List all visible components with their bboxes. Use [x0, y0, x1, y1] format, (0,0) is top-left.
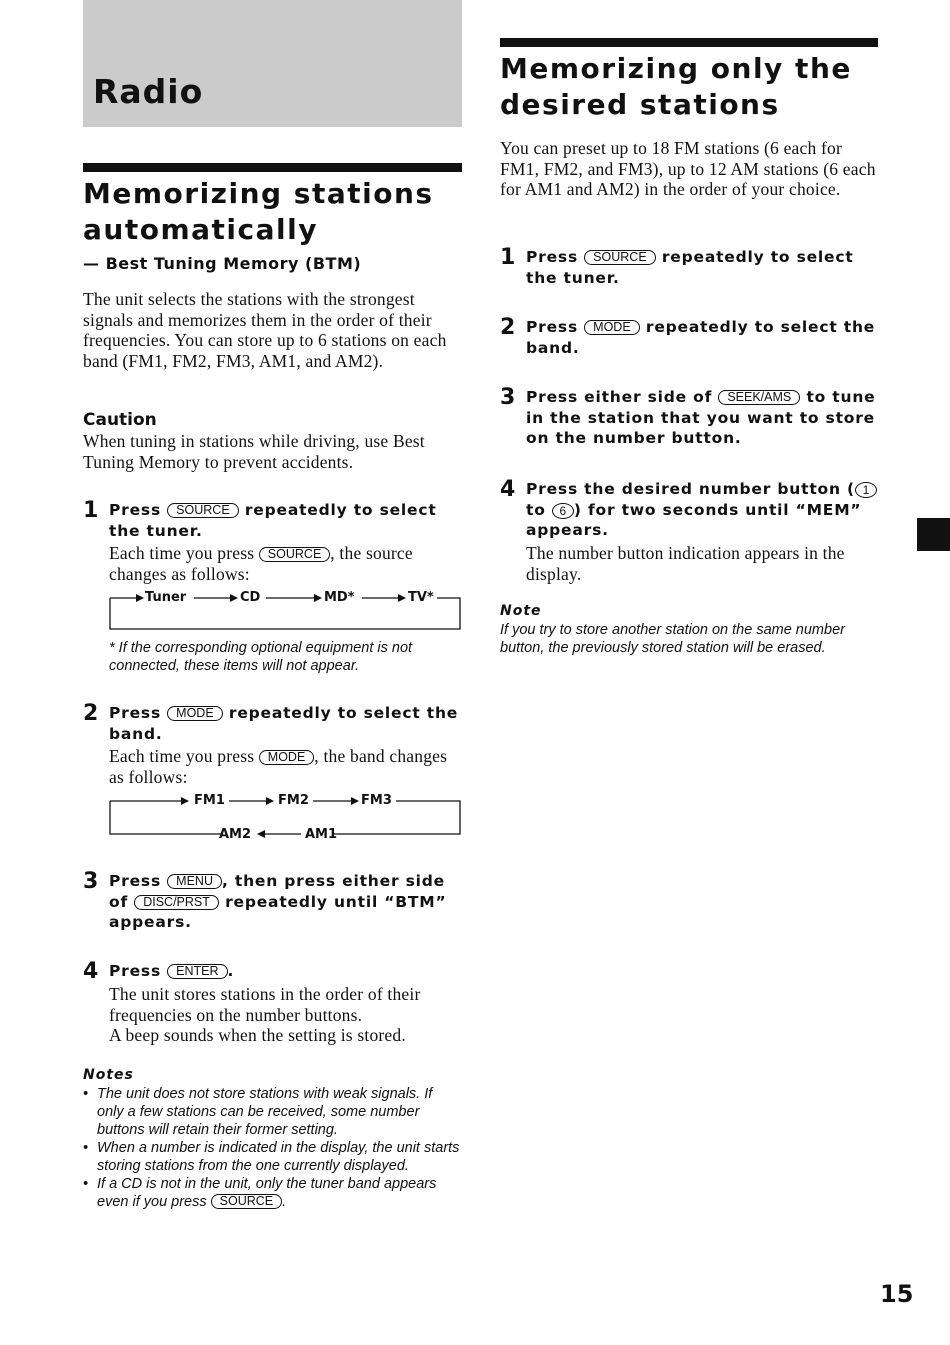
- step-text: .: [227, 962, 235, 980]
- step-body: [109, 984, 462, 1046]
- note-title: Note: [500, 603, 542, 619]
- body-text: , the source changes as follows:: [109, 543, 413, 584]
- number-button-6: 6: [552, 503, 574, 519]
- step-text: Press: [109, 704, 161, 722]
- source-button: SOURCE: [167, 503, 238, 518]
- section-tab-marker: [917, 518, 950, 551]
- section-heading-btm: Memorizing stations automatically: [83, 177, 434, 246]
- band-item-am2: AM2: [219, 827, 252, 842]
- step-text: repeatedly to select the tuner.: [526, 248, 854, 287]
- note-item: • If a CD is not in the unit, only the tuner band appears even if you press SOURCE .: [83, 1176, 437, 1210]
- band-item-fm3: FM3: [361, 793, 392, 808]
- mode-button: MODE: [584, 320, 640, 335]
- intro-paragraph: You can preset up to 18 FM stations (6 each for FM1, FM2, and FM3), up to 12 AM stations (6 each for AM1 and AM2) in the order of your choice.: [500, 138, 876, 199]
- intro-paragraph: The unit selects the stations with the strongest signals and memorizes them in the order of their frequencies. You can store up to 6 stations on each band (FM1, FM2, FM3, AM1, and AM2).: [83, 289, 447, 371]
- footnote: * If the corresponding optional equipment is not connected, these items will not appear.: [109, 640, 413, 674]
- step-number: 4: [500, 477, 516, 502]
- note-item: [83, 1139, 462, 1175]
- notes-title: Notes: [83, 1067, 134, 1083]
- step-number: 4: [83, 959, 99, 984]
- step-text: repeatedly to select the band.: [109, 704, 459, 743]
- step-instruction: [526, 317, 878, 358]
- step-instruction: [109, 500, 462, 541]
- step-number: 1: [500, 245, 516, 270]
- step-number: 2: [500, 315, 516, 340]
- flow-item-md: MD*: [324, 590, 355, 605]
- number-button-1: 1: [855, 482, 877, 498]
- step-text: to tune in the station that you want to store on the number button.: [526, 388, 876, 447]
- body-text: Each time you press: [109, 746, 255, 766]
- notes-list: [83, 1085, 462, 1211]
- step-text: Press: [109, 962, 161, 980]
- step-number: 3: [83, 869, 99, 894]
- step-text: ) for two seconds until “MEM” appears.: [526, 500, 862, 539]
- step-instruction: [109, 871, 462, 933]
- step-text: repeatedly until “BTM” appears.: [109, 892, 447, 931]
- section-heading-desired: Memorizing only the desired stations: [500, 52, 852, 121]
- note-text: The unit does not store stations with weak signals. If only a few stations can be received, some number buttons will retain their former setting.: [97, 1086, 433, 1138]
- bullet: •: [83, 1176, 89, 1192]
- note-text: When a number is indicated in the display, the unit starts storing stations from the one currently displayed.: [97, 1140, 460, 1174]
- bullet: •: [83, 1086, 89, 1102]
- flow-item-tv: TV*: [408, 590, 434, 605]
- enter-button: ENTER: [167, 964, 227, 979]
- bullet: •: [83, 1140, 89, 1156]
- note-text: If a CD is not in the unit, only the tuner band appears even if you press: [97, 1176, 437, 1210]
- step-number: 3: [500, 385, 516, 410]
- step-body: [109, 543, 462, 584]
- band-item-fm2: FM2: [278, 793, 309, 808]
- band-item-am1: AM1: [305, 827, 338, 842]
- step-instruction: [526, 479, 878, 541]
- step-text: Press: [109, 872, 161, 890]
- body-text: , the band changes as follows:: [109, 746, 448, 787]
- body-text: The unit stores stations in the order of their frequencies on the number buttons.: [109, 984, 421, 1025]
- page-number: 15: [880, 1280, 914, 1308]
- step-text: Press: [109, 501, 161, 519]
- source-flow-diagram: [109, 588, 462, 630]
- section-subheading: — Best Tuning Memory (BTM): [83, 254, 362, 273]
- mode-button: MODE: [167, 706, 223, 721]
- flow-item-tuner: Tuner: [145, 590, 187, 605]
- body-text: A beep sounds when the setting is stored.: [109, 1025, 406, 1045]
- step-instruction: [526, 247, 878, 288]
- band-item-fm1: FM1: [194, 793, 225, 808]
- mode-button: MODE: [259, 750, 315, 765]
- page-title: Radio: [93, 72, 204, 111]
- step-instruction: [526, 387, 878, 449]
- step-text: repeatedly to select the tuner.: [109, 501, 437, 540]
- section-header-box: [83, 0, 462, 127]
- step-text: to: [526, 500, 546, 519]
- step-text: Press: [526, 318, 578, 336]
- flow-item-cd: CD: [240, 590, 261, 605]
- body-text: Each time you press: [109, 543, 255, 563]
- step-body: The number button indication appears in the display.: [526, 543, 845, 584]
- source-button: SOURCE: [211, 1194, 282, 1209]
- band-flow-diagram: [109, 792, 462, 846]
- step-text: Press: [526, 248, 578, 266]
- step-instruction: [109, 703, 462, 744]
- step-number: 2: [83, 701, 99, 726]
- caution-title: Caution: [83, 410, 157, 430]
- section-rule: [83, 163, 462, 172]
- section-rule: [500, 38, 878, 47]
- seek-ams-button: SEEK/AMS: [718, 390, 800, 405]
- step-instruction: [109, 961, 462, 982]
- menu-button: MENU: [167, 874, 222, 889]
- note-text: If you try to store another station on the same number button, the previously stored station will be erased.: [500, 622, 845, 656]
- source-button: SOURCE: [584, 250, 655, 265]
- step-text: , then press either side of: [109, 872, 445, 911]
- caution-text: When tuning in stations while driving, use Best Tuning Memory to prevent accidents.: [83, 431, 425, 472]
- step-text: Press either side of: [526, 388, 713, 406]
- note-item: [83, 1085, 462, 1139]
- disc-prst-button: DISC/PRST: [134, 895, 219, 910]
- step-number: 1: [83, 498, 99, 523]
- source-button: SOURCE: [259, 547, 330, 562]
- step-text: repeatedly to select the band.: [526, 318, 876, 357]
- step-text: Press the desired number button (: [526, 480, 855, 498]
- step-body: [109, 746, 462, 787]
